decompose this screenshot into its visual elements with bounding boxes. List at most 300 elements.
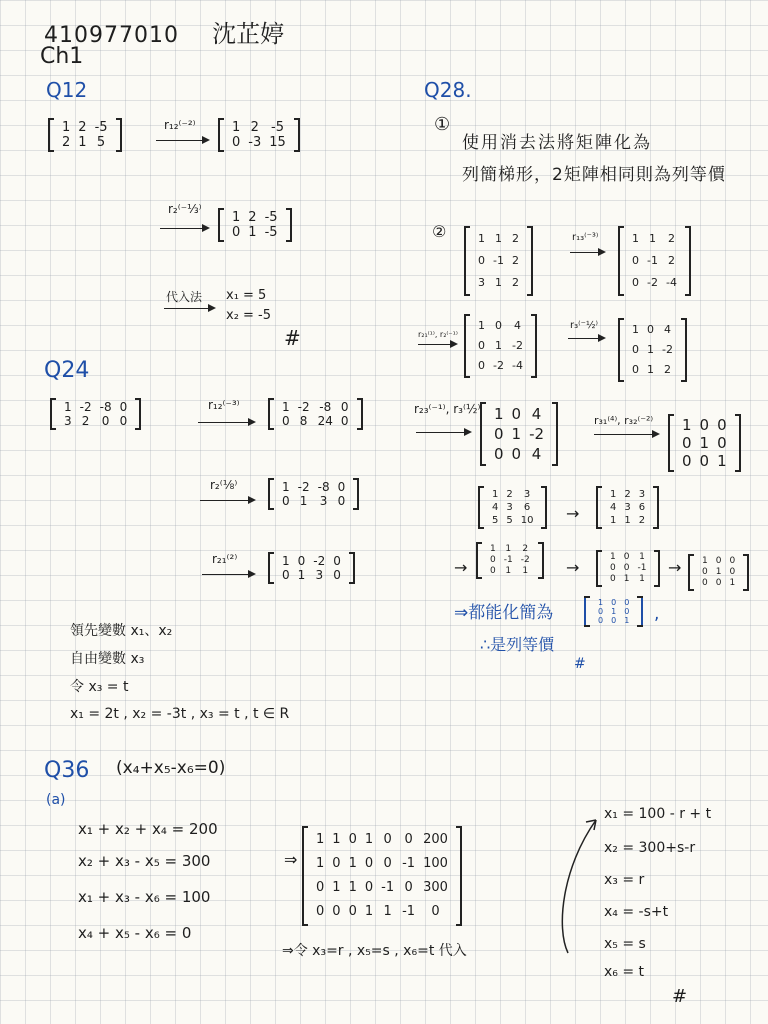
q28-matrix-9 bbox=[476, 542, 544, 579]
q12-matrix-3 bbox=[218, 208, 292, 242]
matrix-cell: 1 bbox=[297, 568, 306, 582]
matrix-cell: -1 bbox=[493, 254, 504, 267]
matrix-table bbox=[278, 480, 349, 508]
matrix-row bbox=[606, 514, 649, 527]
q28-matrix-2 bbox=[618, 226, 691, 296]
matrix-cell: 0 bbox=[494, 425, 504, 443]
matrix-cell: 1 bbox=[494, 405, 504, 423]
q24-matrix-4 bbox=[268, 552, 355, 584]
matrix-cell: -5 bbox=[271, 120, 284, 135]
matrix-table bbox=[60, 400, 131, 428]
matrix-cell: 1 bbox=[478, 232, 485, 245]
matrix-cell: 1 bbox=[282, 480, 290, 494]
matrix-cell: 0 bbox=[624, 598, 630, 607]
matrix-row bbox=[278, 568, 345, 582]
q28-step-2-number: ② bbox=[432, 222, 447, 241]
q28-matrix-3 bbox=[464, 314, 537, 378]
q24-matrix-2 bbox=[268, 398, 363, 430]
matrix-cell: 1 bbox=[282, 400, 290, 414]
matrix-cell: 0 bbox=[632, 276, 639, 289]
matrix-cell: 0 bbox=[699, 416, 710, 434]
q28-arrow-1 bbox=[570, 252, 604, 253]
q36-constraint: (x₄+x₅-x₆=0) bbox=[116, 758, 226, 778]
matrix-cell: 1 bbox=[610, 552, 616, 562]
matrix-cell: 4 bbox=[531, 405, 542, 423]
matrix-cell: 3 bbox=[638, 489, 646, 500]
matrix-row bbox=[606, 563, 650, 574]
matrix-row bbox=[486, 566, 534, 577]
q28-arrow-3 bbox=[568, 338, 604, 339]
matrix-row bbox=[228, 210, 282, 225]
matrix-row bbox=[228, 225, 282, 240]
matrix-row bbox=[60, 400, 131, 414]
matrix-table bbox=[606, 552, 650, 585]
matrix-row bbox=[606, 488, 649, 501]
matrix-cell: 1 bbox=[505, 544, 512, 554]
q12-arrow-2 bbox=[160, 228, 208, 229]
matrix-cell: 1 bbox=[383, 904, 392, 919]
matrix-cell: 1 bbox=[492, 489, 499, 500]
q24-line-3: 令 x₃ = t bbox=[70, 679, 129, 695]
matrix-table bbox=[488, 488, 537, 527]
matrix-cell: 1 bbox=[282, 554, 290, 568]
q24-label: Q24 bbox=[44, 358, 90, 383]
matrix-cell: 1 bbox=[316, 856, 325, 871]
q12-op-2: r₂⁽⁻⅓⁾ bbox=[168, 202, 202, 216]
q36-equation-2: x₂ + x₃ - x₅ = 300 bbox=[78, 852, 211, 870]
matrix-table bbox=[228, 210, 282, 240]
matrix-cell: 4 bbox=[610, 502, 617, 513]
matrix-cell: 1 bbox=[232, 120, 241, 135]
matrix-cell: 3 bbox=[506, 502, 513, 513]
matrix-cell: -5 bbox=[264, 225, 278, 240]
matrix-table bbox=[628, 320, 677, 380]
matrix-cell: 0 bbox=[729, 567, 736, 577]
matrix-cell: -2 bbox=[662, 343, 673, 356]
matrix-row bbox=[474, 336, 527, 356]
q28-arrow-8: → bbox=[566, 558, 580, 577]
matrix-cell: 2 bbox=[506, 489, 513, 500]
q12-op-3: 代入法 bbox=[166, 290, 203, 304]
q36-solution-6: x₆ = t bbox=[604, 964, 645, 980]
q12-solution-2: x₂ = -5 bbox=[226, 308, 272, 323]
matrix-cell: 0 bbox=[598, 616, 604, 625]
q36-solution-3: x₃ = r bbox=[604, 872, 645, 888]
q28-matrix-12 bbox=[584, 596, 643, 627]
matrix-cell: -2 bbox=[297, 480, 310, 494]
matrix-cell: -2 bbox=[529, 425, 545, 443]
matrix-cell: 0 bbox=[332, 904, 341, 919]
matrix-cell: 0 bbox=[610, 574, 616, 584]
matrix-table bbox=[278, 400, 353, 428]
matrix-row bbox=[278, 414, 353, 428]
matrix-cell: 1 bbox=[316, 832, 325, 847]
matrix-cell: 0 bbox=[699, 452, 710, 470]
q28-arrow-2 bbox=[418, 344, 456, 345]
q24-arrow-3 bbox=[202, 574, 254, 575]
q36-augmented-matrix bbox=[302, 826, 462, 926]
q24-arrow-2 bbox=[200, 500, 254, 501]
q36-implies: ⇒ bbox=[284, 850, 298, 869]
matrix-cell: 5 bbox=[506, 515, 513, 526]
q28-matrix-6 bbox=[668, 414, 741, 472]
matrix-row bbox=[228, 120, 290, 135]
matrix-cell: 0 bbox=[478, 359, 485, 372]
matrix-cell: 1 bbox=[494, 232, 502, 245]
matrix-cell: 1 bbox=[632, 232, 639, 245]
matrix-row bbox=[698, 578, 739, 589]
q28-arrow-6: → bbox=[566, 504, 580, 523]
q36-end-mark: # bbox=[672, 986, 688, 1007]
q36-label: Q36 bbox=[44, 758, 90, 783]
matrix-cell: 2 bbox=[667, 232, 675, 245]
student-id: 410977010 bbox=[44, 23, 179, 48]
q28-conclusion-1-comma: , bbox=[654, 604, 660, 624]
matrix-table bbox=[58, 120, 112, 150]
matrix-row bbox=[606, 552, 650, 563]
matrix-cell: 1 bbox=[647, 363, 654, 376]
matrix-cell: 1 bbox=[717, 452, 727, 470]
matrix-cell: 1 bbox=[647, 343, 654, 356]
q24-line-2: 自由變數 x₃ bbox=[70, 651, 145, 667]
q24-op-2: r₂⁽⅛⁾ bbox=[210, 478, 238, 492]
matrix-cell: 0 bbox=[332, 856, 341, 871]
matrix-cell: 0 bbox=[101, 414, 110, 428]
matrix-cell: 0 bbox=[282, 414, 290, 428]
matrix-cell: -2 bbox=[520, 555, 530, 565]
matrix-row bbox=[488, 501, 537, 514]
matrix-cell: 200 bbox=[423, 832, 448, 847]
q24-op-1: r₁₂⁽⁻³⁾ bbox=[208, 398, 240, 412]
matrix-cell: 0 bbox=[490, 555, 496, 565]
matrix-cell: 4 bbox=[513, 319, 521, 332]
matrix-table bbox=[490, 404, 548, 464]
q36-part-label: (a) bbox=[46, 792, 66, 808]
matrix-cell: 0 bbox=[494, 319, 502, 332]
matrix-cell: 0 bbox=[340, 414, 349, 428]
q36-curved-arrow bbox=[556, 808, 606, 958]
matrix-cell: 0 bbox=[598, 607, 604, 616]
matrix-cell: 0 bbox=[383, 832, 392, 847]
matrix-cell: 0 bbox=[702, 567, 708, 577]
matrix-row bbox=[486, 544, 534, 555]
q12-op-1: r₁₂⁽⁻²⁾ bbox=[164, 118, 196, 132]
matrix-cell: 0 bbox=[282, 568, 290, 582]
q28-op-4: r₂₃⁽⁻¹⁾, r₃⁽½⁾ bbox=[414, 402, 481, 416]
q28-step-1-number: ① bbox=[434, 114, 451, 135]
matrix-cell: 0 bbox=[647, 323, 654, 336]
q36-solution-2: x₂ = 300+s-r bbox=[604, 840, 696, 856]
matrix-row bbox=[60, 414, 131, 428]
matrix-cell: 1 bbox=[348, 856, 357, 871]
matrix-cell: 1 bbox=[490, 544, 496, 554]
q12-solution-1: x₁ = 5 bbox=[226, 288, 267, 303]
matrix-cell: 1 bbox=[332, 832, 341, 847]
q28-arrow-9: → bbox=[668, 558, 682, 577]
matrix-cell: 0 bbox=[511, 405, 522, 423]
matrix-cell: 1 bbox=[78, 135, 87, 150]
matrix-cell: -8 bbox=[317, 480, 330, 494]
q28-end-mark: # bbox=[574, 656, 586, 672]
matrix-cell: 3 bbox=[64, 414, 72, 428]
matrix-cell: 3 bbox=[523, 489, 531, 500]
matrix-cell: 0 bbox=[682, 452, 692, 470]
matrix-row bbox=[628, 272, 681, 294]
matrix-cell: 1 bbox=[639, 574, 645, 584]
matrix-cell: 2 bbox=[511, 276, 519, 289]
q24-arrow-1 bbox=[198, 422, 254, 423]
q36-substitute: ⇒令 x₃=r , x₅=s , x₆=t 代入 bbox=[282, 943, 467, 959]
matrix-row bbox=[312, 852, 452, 876]
matrix-cell: 0 bbox=[717, 434, 727, 452]
matrix-cell: 0 bbox=[478, 254, 485, 267]
matrix-table bbox=[312, 828, 452, 924]
matrix-cell: 1 bbox=[623, 574, 630, 584]
matrix-row bbox=[474, 356, 527, 376]
matrix-row bbox=[228, 135, 290, 150]
matrix-cell: 10 bbox=[520, 515, 534, 526]
matrix-cell: 1 bbox=[511, 425, 522, 443]
q28-matrix-4 bbox=[618, 318, 687, 382]
matrix-cell: 1 bbox=[478, 319, 485, 332]
matrix-cell: -2 bbox=[313, 554, 326, 568]
q28-op-3: r₃⁽⁻½⁾ bbox=[570, 320, 599, 331]
matrix-cell: -1 bbox=[647, 254, 658, 267]
matrix-cell: 0 bbox=[702, 578, 708, 588]
q28-step-1-line-2: 列簡梯形，2矩陣相同則為列等價 bbox=[462, 165, 726, 185]
q36-solution-5: x₅ = s bbox=[604, 936, 646, 952]
matrix-cell: -1 bbox=[381, 880, 395, 895]
matrix-cell: 0 bbox=[623, 563, 630, 573]
matrix-row bbox=[678, 452, 731, 470]
matrix-cell: 1 bbox=[62, 120, 71, 135]
q12-end-mark: # bbox=[284, 326, 301, 350]
q28-label: Q28. bbox=[424, 78, 472, 102]
matrix-cell: 0 bbox=[611, 616, 617, 625]
matrix-cell: 0 bbox=[632, 254, 639, 267]
matrix-table bbox=[474, 316, 527, 376]
matrix-cell: 2 bbox=[667, 254, 675, 267]
matrix-cell: 1 bbox=[729, 578, 736, 588]
matrix-cell: -5 bbox=[94, 120, 108, 135]
matrix-row bbox=[490, 424, 548, 444]
matrix-row bbox=[312, 876, 452, 900]
q28-matrix-1 bbox=[464, 226, 533, 296]
matrix-row bbox=[278, 494, 349, 508]
q28-op-5: r₃₁⁽⁴⁾, r₃₂⁽⁻²⁾ bbox=[594, 414, 654, 427]
matrix-cell: 6 bbox=[638, 502, 646, 513]
matrix-cell: 1 bbox=[610, 489, 617, 500]
q28-matrix-7 bbox=[478, 486, 547, 529]
matrix-cell: -8 bbox=[319, 400, 332, 414]
matrix-cell: 0 bbox=[333, 554, 341, 568]
matrix-cell: 0 bbox=[348, 904, 357, 919]
matrix-cell: 100 bbox=[423, 856, 448, 871]
matrix-cell: 1 bbox=[639, 552, 645, 562]
matrix-cell: 0 bbox=[729, 556, 736, 566]
matrix-cell: 0 bbox=[297, 554, 306, 568]
matrix-row bbox=[278, 480, 349, 494]
matrix-cell: 1 bbox=[699, 434, 710, 452]
matrix-row bbox=[490, 444, 548, 464]
matrix-cell: 1 bbox=[505, 566, 512, 576]
q24-matrix-3 bbox=[268, 478, 359, 510]
matrix-cell: 1 bbox=[364, 904, 374, 919]
matrix-cell: 2 bbox=[511, 232, 519, 245]
matrix-row bbox=[606, 574, 650, 585]
q36-equation-1: x₁ + x₂ + x₄ = 200 bbox=[78, 820, 218, 838]
matrix-table bbox=[606, 488, 649, 527]
q24-op-3: r₂₁⁽²⁾ bbox=[212, 552, 238, 566]
matrix-cell: 4 bbox=[663, 323, 671, 336]
matrix-cell: 0 bbox=[511, 445, 522, 463]
matrix-cell: 1 bbox=[232, 210, 241, 225]
matrix-cell: 0 bbox=[383, 856, 392, 871]
student-name: 沈芷婷 bbox=[212, 20, 285, 48]
q28-matrix-8 bbox=[596, 486, 659, 529]
matrix-cell: 2 bbox=[624, 489, 631, 500]
q12-matrix-1 bbox=[48, 118, 122, 152]
matrix-cell: 0 bbox=[624, 607, 630, 616]
matrix-row bbox=[312, 828, 452, 852]
matrix-cell: 1 bbox=[682, 416, 692, 434]
matrix-cell: 0 bbox=[119, 400, 128, 414]
matrix-cell: 1 bbox=[648, 232, 656, 245]
matrix-row bbox=[278, 400, 353, 414]
matrix-row bbox=[312, 900, 452, 924]
matrix-table bbox=[228, 120, 290, 150]
matrix-cell: 1 bbox=[64, 400, 72, 414]
matrix-cell: -2 bbox=[493, 359, 504, 372]
chapter-title: Ch1 bbox=[40, 44, 84, 69]
matrix-cell: -2 bbox=[79, 400, 92, 414]
matrix-cell: 1 bbox=[702, 556, 708, 566]
matrix-row bbox=[678, 416, 731, 434]
matrix-row bbox=[58, 120, 112, 135]
q28-matrix-10 bbox=[596, 550, 660, 587]
matrix-row bbox=[698, 556, 739, 567]
matrix-cell: 0 bbox=[431, 904, 440, 919]
matrix-cell: 1 bbox=[610, 515, 617, 526]
matrix-cell: 0 bbox=[333, 568, 341, 582]
matrix-cell: 0 bbox=[632, 363, 639, 376]
q28-conclusion-2: ∴是列等價 bbox=[480, 635, 555, 654]
matrix-table bbox=[486, 544, 534, 577]
matrix-table bbox=[628, 228, 681, 294]
matrix-cell: -5 bbox=[264, 210, 278, 225]
matrix-cell: 1 bbox=[715, 567, 722, 577]
q24-matrix-1 bbox=[50, 398, 141, 430]
matrix-row bbox=[486, 555, 534, 566]
matrix-row bbox=[698, 567, 739, 578]
matrix-cell: 0 bbox=[490, 566, 496, 576]
matrix-cell: 1 bbox=[332, 880, 341, 895]
matrix-cell: 2 bbox=[638, 515, 646, 526]
matrix-table bbox=[698, 556, 739, 589]
q12-arrow-3 bbox=[164, 308, 214, 309]
q28-arrow-5 bbox=[594, 434, 658, 435]
matrix-cell: 1 bbox=[632, 323, 639, 336]
matrix-cell: 4 bbox=[531, 445, 542, 463]
matrix-cell: 1 bbox=[624, 616, 630, 625]
matrix-row bbox=[58, 135, 112, 150]
matrix-cell: 0 bbox=[364, 880, 374, 895]
matrix-cell: -2 bbox=[511, 339, 523, 352]
matrix-row bbox=[488, 514, 537, 527]
matrix-cell: 0 bbox=[611, 598, 617, 607]
matrix-cell: 2 bbox=[663, 363, 671, 376]
matrix-cell: -1 bbox=[402, 904, 416, 919]
matrix-cell: 6 bbox=[523, 502, 531, 513]
matrix-row bbox=[678, 434, 731, 452]
matrix-cell: 1 bbox=[299, 494, 308, 508]
q36-equation-3: x₁ + x₃ - x₆ = 100 bbox=[78, 888, 211, 906]
matrix-cell: -2 bbox=[297, 400, 310, 414]
matrix-row bbox=[474, 316, 527, 336]
matrix-cell: 2 bbox=[248, 210, 257, 225]
q36-equation-4: x₄ + x₅ - x₆ = 0 bbox=[78, 924, 192, 942]
matrix-cell: 5 bbox=[492, 515, 499, 526]
matrix-cell: 0 bbox=[632, 343, 639, 356]
matrix-cell: 1 bbox=[522, 566, 529, 576]
matrix-cell: 0 bbox=[478, 339, 485, 352]
matrix-cell: 2 bbox=[81, 414, 90, 428]
matrix-table bbox=[278, 554, 345, 582]
matrix-cell: 0 bbox=[610, 563, 616, 573]
matrix-row bbox=[594, 598, 633, 607]
q28-conclusion-1: ⇒都能化簡為 bbox=[454, 603, 554, 623]
matrix-cell: 0 bbox=[340, 400, 349, 414]
matrix-table bbox=[678, 416, 731, 470]
matrix-cell: 0 bbox=[494, 445, 504, 463]
matrix-row bbox=[628, 320, 677, 340]
matrix-cell: 0 bbox=[316, 904, 325, 919]
matrix-cell: 2 bbox=[62, 135, 71, 150]
matrix-row bbox=[488, 488, 537, 501]
matrix-cell: 0 bbox=[337, 494, 346, 508]
matrix-cell: 1 bbox=[598, 598, 604, 607]
q28-arrow-7: → bbox=[454, 558, 468, 577]
matrix-cell: 0 bbox=[337, 480, 346, 494]
matrix-cell: 0 bbox=[682, 434, 692, 452]
q28-arrow-4 bbox=[416, 432, 470, 433]
matrix-row bbox=[606, 501, 649, 514]
matrix-cell: 2 bbox=[250, 120, 259, 135]
matrix-cell: 3 bbox=[624, 502, 631, 513]
matrix-cell: 0 bbox=[717, 416, 727, 434]
matrix-cell: 24 bbox=[317, 414, 333, 428]
matrix-row bbox=[594, 616, 633, 625]
matrix-cell: 2 bbox=[78, 120, 87, 135]
matrix-cell: -8 bbox=[99, 400, 112, 414]
matrix-cell: 3 bbox=[319, 494, 328, 508]
q12-matrix-2 bbox=[218, 118, 300, 152]
matrix-cell: 1 bbox=[624, 515, 631, 526]
matrix-table bbox=[474, 228, 523, 294]
matrix-cell: 0 bbox=[715, 578, 722, 588]
q28-matrix-11 bbox=[688, 554, 749, 591]
matrix-cell: 0 bbox=[715, 556, 722, 566]
matrix-cell: 15 bbox=[269, 135, 286, 150]
matrix-cell: -4 bbox=[511, 359, 523, 372]
matrix-cell: 300 bbox=[423, 880, 448, 895]
matrix-row bbox=[474, 250, 523, 272]
q12-label: Q12 bbox=[46, 78, 88, 102]
matrix-cell: 2 bbox=[511, 254, 519, 267]
matrix-cell: 1 bbox=[364, 832, 374, 847]
matrix-row bbox=[628, 228, 681, 250]
matrix-cell: 1 bbox=[494, 339, 502, 352]
